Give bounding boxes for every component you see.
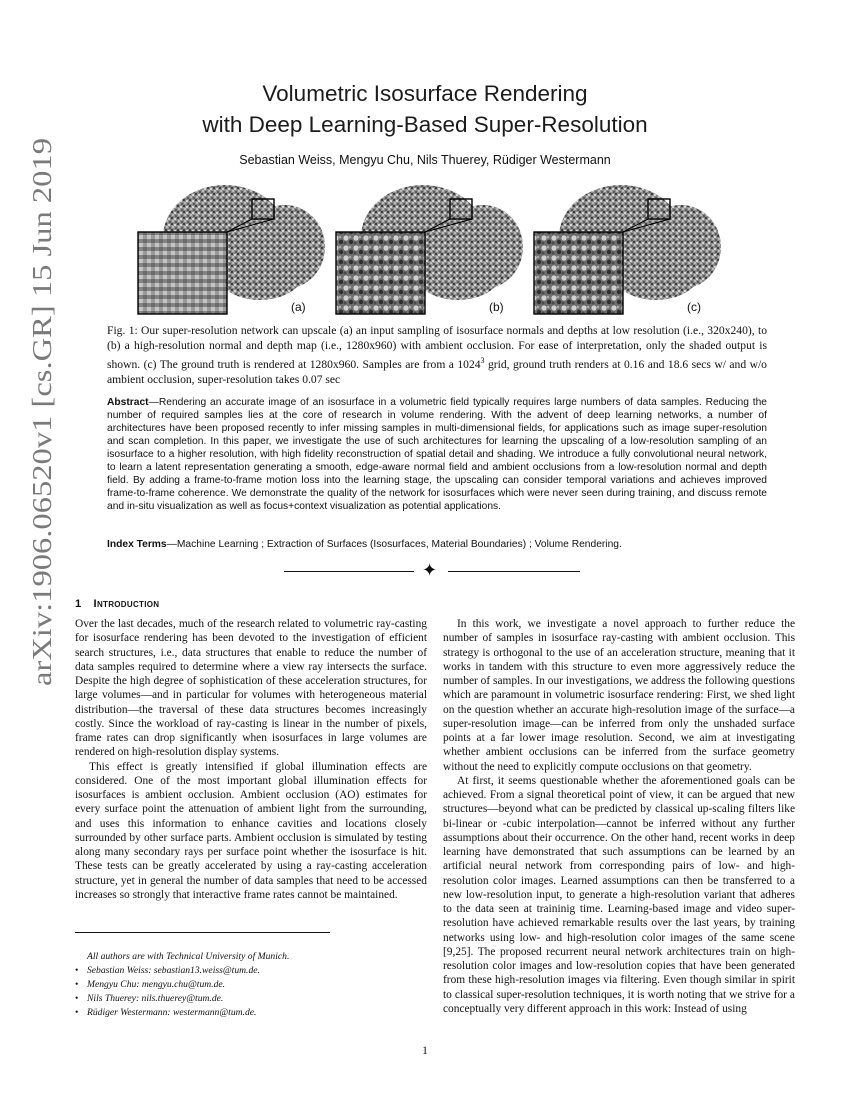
figure-caption <box>107 323 767 388</box>
arxiv-stamp-svg <box>6 130 68 690</box>
divider-star-icon: ✦ <box>422 560 438 581</box>
footnotes <box>75 950 427 1020</box>
abstract <box>107 397 767 514</box>
right-column <box>443 617 795 1016</box>
panel-label-a: (a) <box>291 300 306 314</box>
index-terms <box>107 538 767 551</box>
footnote-item <box>75 1006 427 1020</box>
panel-label-b: (b) <box>489 300 504 314</box>
right-paragraph-2: At first, it seems questionable whether the aforementioned goals can be achieved. From a signal theoretical point of view, it can be argued that new structures—beyond what can be predicted by classical up-scaling filters like bi-linear or -cubic interpolation—cannot be inferred without any further assumptions about their occurrence. On the other hand, recent works in deep learning have demonstrated that such assumptions can be learned by an artificial neural network from corresponding pairs of low- and high-resolution color images. Learned assumptions can then be transferred to a new low-resolution input, to generate a high-resolution variant that adheres to the data seen at traininig time. Learning-based image and video super-resolution have achieved remarkable results over the last years, by training networks using low- and high-resolution color images of the same scene [9,25]. The proposed recurrent neural network architectures train on high-resolution color images and low-resolution copies that have been generated from these high-resolution images via filtering. Even though similar in spirit to classical super-resolution techniques, it is worth noting that we strive for a conceptually very different approach in this work: Instead of using <box>443 774 795 1015</box>
abstract-label: Abstract <box>107 397 149 408</box>
figure-panel-b <box>333 175 533 317</box>
caption-text-post: grid, ground truth renders at 0.16 and 18.6 secs w/ and w/o ambient occlusion, super-resolution takes 0.07 sec <box>107 358 767 387</box>
author-list: Sebastian Weiss, Mengyu Chu, Nils Thuerey, Rüdiger Westermann <box>239 153 611 167</box>
section-title: Introduction <box>93 598 160 610</box>
divider-line-right <box>448 571 580 572</box>
section-number: 1 <box>75 598 82 610</box>
bullet-icon: • <box>75 993 79 1004</box>
bullet-icon: • <box>75 965 79 976</box>
footnote-text: Nils Thuerey: nils.thuerey@tum.de. <box>87 993 224 1004</box>
page-number: 1 <box>422 1045 428 1057</box>
divider-line-left <box>284 571 414 572</box>
footnote-text: Sebastian Weiss: sebastian13.weiss@tum.de. <box>87 965 260 976</box>
title-line-1: Volumetric Isosurface Rendering <box>262 81 588 106</box>
footnote-text: Rüdiger Westermann: westermann@tum.de. <box>87 1007 257 1018</box>
caption-text-pre: Fig. 1: Our super-resolution network can upscale (a) an input sampling of isosurface normals and depths at low resolution (i.e., 320x240), to (b) a high-resolution normal and depth map (i.e., 1280x960) with ambient occlusion. For ease of interpretation, only the shaded output is shown. (c) The ground truth is rendered at 1280x960. Samples are from a 1024 <box>107 324 767 372</box>
right-paragraph-1: In this work, we investigate a novel approach to further reduce the number of samples in isosurface ray-casting with ambient occlusion. This strategy is orthogonal to the use of an acceleration structure, meaning that it works in tandem with this structure to even more aggressively reduce the number of samples. In our investigations, we address the following questions which are paramount in volumetric isosurface rendering: First, we shed light on the question whether an accurate high-resolution image of the surface—a super-resolution image—can be inferred from only the unshaded surface points at a far lower image resolution. Second, we aim at investigating whether ambient occlusions can be inferred from the surface geometry without the need to explicitly compute occlusions on that geometry. <box>443 618 795 773</box>
left-column <box>75 617 427 902</box>
left-paragraph-2: This effect is greatly intensified if global illumination effects are considered. One of the most important global illumination effects for isosurfaces is ambient occlusion. Ambient occlusion (AO) estimates for every surface point the attenuation of ambient light from the surrounding, and uses this information to enhance cavities and locations closely surrounded by other surface parts. Ambient occlusion is simulated by testing along many secondary rays per surface point whether the isosurface is hit. These tests can be greatly accelerated by using a ray-casting acceleration structure, yet in general the number of data samples that need to be accessed increases so strongly that interactive frame rates cannot be maintained. <box>75 760 427 901</box>
left-paragraph-1: Over the last decades, much of the research related to volumetric ray-casting for isosurface rendering has been devoted to the investigation of efficient search structures, i.e., data structures that enable to reduce the number of data samples required to determine where a view ray intersects the surface. Despite the high degree of sophistication of these acceleration structures, for large volumes—and in particular for volumes with heterogeneous material distribution—the traversal of these data structures becomes increasingly costly. Since the workload of ray-casting is linear in the number of pixels, frame rates can drop significantly when isosurfaces in large volumes are rendered on high-resolution display systems. <box>75 618 427 759</box>
figure-panel-a <box>135 175 335 317</box>
footnote-item <box>75 964 427 978</box>
isosurface-render-b <box>333 175 533 317</box>
figure-panel-c <box>531 175 731 317</box>
footnote-intro: All authors are with Technical University of Munich. <box>87 951 290 962</box>
caption-superscript: 3 <box>480 356 485 366</box>
index-terms-label: Index Terms <box>107 539 167 550</box>
index-terms-text: —Machine Learning ; Extraction of Surfaces (Isosurfaces, Material Boundaries) ; Volume Rendering. <box>166 539 622 550</box>
bullet-icon: • <box>75 1007 79 1018</box>
footnote-rule <box>75 932 330 933</box>
isosurface-render-a <box>135 175 335 317</box>
section-divider <box>284 560 580 581</box>
arxiv-id-text: arXiv:1906.06520v1 [cs.GR] 15 Jun 2019 <box>27 231 57 686</box>
paper-title <box>80 78 770 140</box>
footnote-item <box>75 978 427 992</box>
bullet-icon: • <box>75 979 79 990</box>
abstract-text: —Rendering an accurate image of an isosurface in a volumetric field typically requires large numbers of data samples. Reducing the number of required samples lies at the core of research in volume rendering. With the advent of deep learning networks, a number of architectures have been proposed recently to infer missing samples in multi-dimensional fields, for applications such as image super-resolution and scan completion. In this paper, we investigate the use of such architectures for learning the upscaling of a low-resolution sampling of an isosurface to a higher resolution, with high fidelity reconstruction of spatial detail and shading. We introduce a fully convolutional neural network, to learn a latent representation generating a smooth, edge-aware normal field and ambient occlusions from a low-resolution normal and depth field. By adding a frame-to-frame motion loss into the learning stage, the upscaling can consider temporal variations and achieves improved frame-to-frame coherence. We demonstrate the quality of the network for isosurfaces which were never seen during training, and discuss remote and in-situ visualization as well as focus+context visualization as potential applications. <box>107 397 767 512</box>
arxiv-stamp <box>6 130 68 690</box>
panel-label-c: (c) <box>687 300 701 314</box>
title-line-2: with Deep Learning-Based Super-Resolution <box>202 112 648 137</box>
section-heading <box>75 598 159 610</box>
footnote-text: Mengyu Chu: mengyu.chu@tum.de. <box>87 979 226 990</box>
isosurface-render-c <box>531 175 731 317</box>
footnote-item <box>75 992 427 1006</box>
